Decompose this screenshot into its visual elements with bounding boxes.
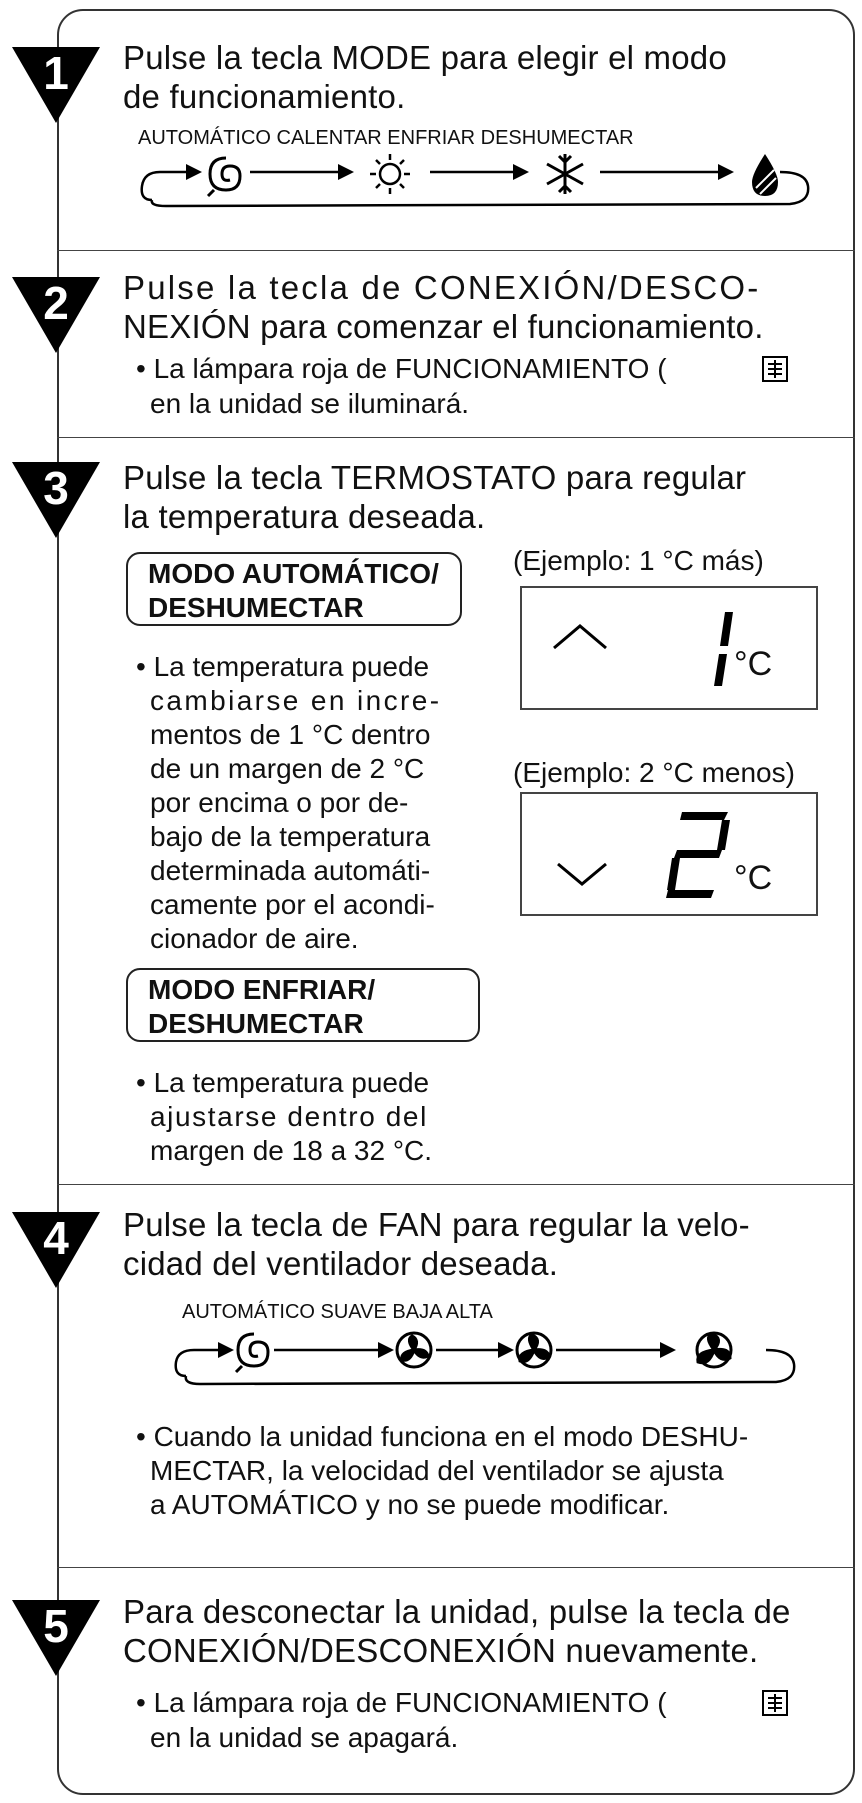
operation-lamp-icon <box>762 356 788 382</box>
step-1-instruction-line: de funcionamiento. <box>123 78 406 115</box>
step-2-instruction-line: NEXIÓN para comenzar el funcionamiento. <box>123 308 764 345</box>
operation-lamp-icon <box>762 1690 788 1716</box>
step-4-bullet-line: MECTAR, la velocidad del ventilador se ajusta <box>150 1455 724 1486</box>
step-4-bullet-line: a AUTOMÁTICO y no se puede modificar. <box>150 1489 670 1520</box>
step-5-instruction-line: Para desconectar la unidad, pulse la tecla de <box>123 1593 791 1630</box>
step-number: 1 <box>43 47 69 99</box>
step-2-instruction-line: Pulse la tecla de CONEXIÓN/DESCO- <box>123 269 761 306</box>
mode-auto-title-line: DESHUMECTAR <box>148 592 364 623</box>
section-divider <box>57 437 855 438</box>
step-number: 5 <box>43 1600 69 1652</box>
step-3-instruction-line: Pulse la tecla TERMOSTATO para regular <box>123 459 747 496</box>
step-4-instruction-line: Pulse la tecla de FAN para regular la velo- <box>123 1206 750 1243</box>
section-divider <box>57 250 855 251</box>
cool-bullet-line: margen de 18 a 32 °C. <box>150 1135 433 1166</box>
auto-swirl-icon <box>208 158 240 196</box>
water-drop-icon <box>752 154 778 196</box>
mode-cool-title-line: MODO ENFRIAR/ <box>148 974 376 1005</box>
auto-bullet-line: cionador de aire. <box>150 923 359 954</box>
step-5-bullet-line: • La lámpara roja de FUNCIONAMIENTO ( <box>136 1687 667 1718</box>
fan-icon <box>697 1333 731 1367</box>
mode-sequence-diagram <box>140 150 820 222</box>
auto-bullet-line: determinada automáti- <box>150 855 431 886</box>
seven-segment-digit-2 <box>666 812 730 898</box>
fan-icon <box>517 1333 551 1367</box>
step-2-bullet-line: • La lámpara roja de FUNCIONAMIENTO ( <box>136 353 667 384</box>
auto-bullet-line: de un margen de 2 °C <box>150 753 425 784</box>
step-number: 2 <box>43 277 69 329</box>
mode-labels: AUTOMÁTICO CALENTAR ENFRIAR DESHUMECTAR <box>138 127 634 149</box>
fan-icon <box>397 1333 431 1367</box>
mode-cool-title-line: DESHUMECTAR <box>148 1008 364 1039</box>
seven-segment-digit-1 <box>714 612 733 686</box>
temperature-display-down <box>520 792 818 916</box>
down-arrow-icon <box>558 864 606 884</box>
mode-auto-title-line: MODO AUTOMÁTICO/ <box>148 558 439 589</box>
auto-bullet-line: bajo de la temperatura <box>150 821 431 852</box>
auto-bullet-line: por encima o por de- <box>150 787 409 818</box>
fan-sequence-diagram <box>174 1326 804 1400</box>
up-arrow-icon <box>554 626 606 648</box>
step-2-bullet-line: en la unidad se iluminará. <box>150 388 470 419</box>
example-down-label: (Ejemplo: 2 °C menos) <box>513 757 795 788</box>
step-4-instruction-line: cidad del ventilador deseada. <box>123 1245 559 1282</box>
step-5-instruction-line: CONEXIÓN/DESCONEXIÓN nuevamente. <box>123 1632 759 1669</box>
auto-bullet-line: • La temperatura puede <box>136 651 430 682</box>
auto-swirl-icon <box>236 1334 268 1372</box>
auto-bullet-line: mentos de 1 °C dentro <box>150 719 431 750</box>
step-5-bullet-line: en la unidad se apagará. <box>150 1722 459 1753</box>
sun-icon <box>370 154 410 194</box>
unit-label: °C <box>734 645 773 683</box>
cool-bullet-line: ajustarse dentro del <box>150 1101 428 1132</box>
example-up-label: (Ejemplo: 1 °C más) <box>513 545 764 576</box>
step-3-instruction-line: la temperatura deseada. <box>123 498 486 535</box>
section-divider <box>57 1567 855 1568</box>
step-number: 3 <box>43 462 69 514</box>
section-divider <box>57 1184 855 1185</box>
snowflake-icon <box>547 154 583 194</box>
fan-labels: AUTOMÁTICO SUAVE BAJA ALTA <box>182 1301 493 1323</box>
cool-bullet-line: • La temperatura puede <box>136 1067 430 1098</box>
step-1-instruction-line: Pulse la tecla MODE para elegir el modo <box>123 39 727 76</box>
auto-bullet-line: cambiarse en incre- <box>150 685 442 716</box>
auto-bullet-line: camente por el acondi- <box>150 889 435 920</box>
unit-label: °C <box>734 859 773 897</box>
step-number: 4 <box>43 1212 69 1264</box>
step-4-bullet-line: • Cuando la unidad funciona en el modo DESHU- <box>136 1421 749 1452</box>
temperature-display-up <box>520 586 818 710</box>
